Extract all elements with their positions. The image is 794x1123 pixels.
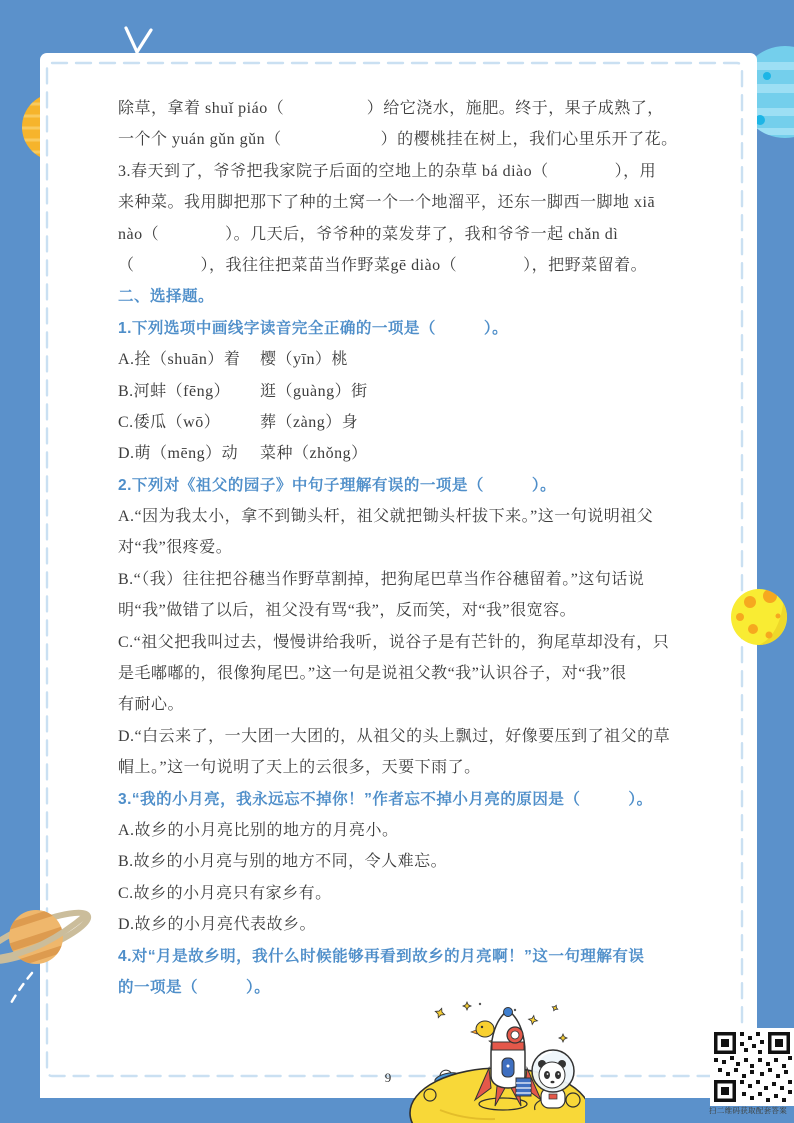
cratered-moon-icon — [728, 586, 794, 652]
option-left: C.倭瓜（wō） — [118, 413, 221, 431]
question-1-option-d — [118, 438, 698, 469]
paragraph-line: 一个个 yuán gǔn gǔn（ ）的樱桃挂在树上，我们心里乐开了花。 — [118, 131, 678, 149]
qr-code — [710, 1028, 794, 1106]
rocket-panda-illustration — [405, 998, 585, 1123]
question-4-heading-line: 的一项是（ ）。 — [118, 978, 271, 996]
option-right: 菜种（zhǒng） — [260, 445, 368, 463]
paragraph-line: nào（ ）。几天后，爷爷种的菜发芽了，我和爷爷一起 chǎn dì — [118, 225, 619, 243]
question-1-option-a — [118, 344, 698, 375]
question-2-option-line: D.“白云来了，一大团一大团的，从祖父的头上飘过，好像要压到了祖父的草 — [118, 727, 671, 745]
paragraph-line: 3.春天到了，爷爷把我家院子后面的空地上的杂草 bá diào（ ），用 — [118, 162, 657, 180]
qr-caption: 扫二维码获取配套答案 — [709, 1106, 787, 1115]
option-left: B.河蚌（fēng） — [118, 382, 231, 400]
question-3-heading: 3.“我的小月亮，我永远忘不掉你！”作者忘不掉小月亮的原因是（ ）。 — [118, 790, 653, 808]
question-1-heading: 1.下列选项中画线字读音完全正确的一项是（ ）。 — [118, 319, 509, 337]
question-2-option-line: 明“我”做错了以后，祖父没有骂“我”，反而笑，对“我”很宽容。 — [118, 602, 577, 620]
question-3-option-a: A.故乡的小月亮比别的地方的月亮小。 — [118, 821, 399, 839]
option-right: 逛（guàng）街 — [260, 382, 368, 400]
question-3-option-d: D.故乡的小月亮代表故乡。 — [118, 916, 317, 934]
question-2-option-line: B.“（我）往往把谷穗当作野草割掉，把狗尾巴草当作谷穗留着。”这句话说 — [118, 570, 645, 588]
question-1-option-b — [118, 376, 698, 407]
worksheet-body — [118, 93, 698, 1003]
question-2-option-line: 帽上。”这一句说明了天上的云很多，天要下雨了。 — [118, 759, 481, 777]
question-4-heading-line: 4.对“月是故乡明，我什么时候能够再看到故乡的月亮啊！”这一句理解有误 — [118, 947, 645, 965]
paragraph-line: 除草，拿着 shuǐ piáo（ ）给它浇水，施肥。终于，果子成熟了， — [118, 100, 664, 117]
question-2-option-line: C.“祖父把我叫过去，慢慢讲给我听，说谷子是有芒针的，狗尾草却没有，只 — [118, 633, 670, 651]
option-left: A.拴（shuān）着 — [118, 351, 241, 369]
question-1-option-c — [118, 407, 698, 438]
option-left: D.萌（mēng）动 — [118, 445, 239, 463]
question-2-option-line: 是毛嘟嘟的，很像狗尾巴。”这一句是说祖父教“我”认识谷子，对“我”很 — [118, 665, 627, 683]
question-2-heading: 2.下列对《祖父的园子》中句子理解有误的一项是（ ）。 — [118, 476, 557, 494]
question-3-option-c: C.故乡的小月亮只有家乡有。 — [118, 884, 332, 902]
question-2-option-line: 有耐心。 — [118, 696, 185, 714]
question-2-option-line: A.“因为我太小，拿不到锄头杆，祖父就把锄头杆拔下来。”这一句说明祖父 — [118, 508, 654, 526]
chick-icon — [471, 1021, 494, 1037]
paragraph-line: （ ），我往往把菜苗当作野菜gē diào（ ），把野菜留着。 — [118, 256, 648, 274]
question-2-option-line: 对“我”很疼爱。 — [118, 539, 233, 557]
saturn-icon — [0, 895, 110, 1015]
question-3-option-b: B.故乡的小月亮与别的地方不同，令人难忘。 — [118, 853, 448, 871]
page-number: 9 — [384, 1070, 392, 1085]
section-heading: 二、选择题。 — [118, 288, 215, 306]
paragraph-line: 来种菜。我用脚把那下了种的土窝一个一个地溜平，还东一脚西一脚地 xiā — [118, 194, 656, 212]
option-right: 樱（yīn）桃 — [260, 351, 348, 369]
option-right: 葬（zàng）身 — [260, 413, 359, 431]
